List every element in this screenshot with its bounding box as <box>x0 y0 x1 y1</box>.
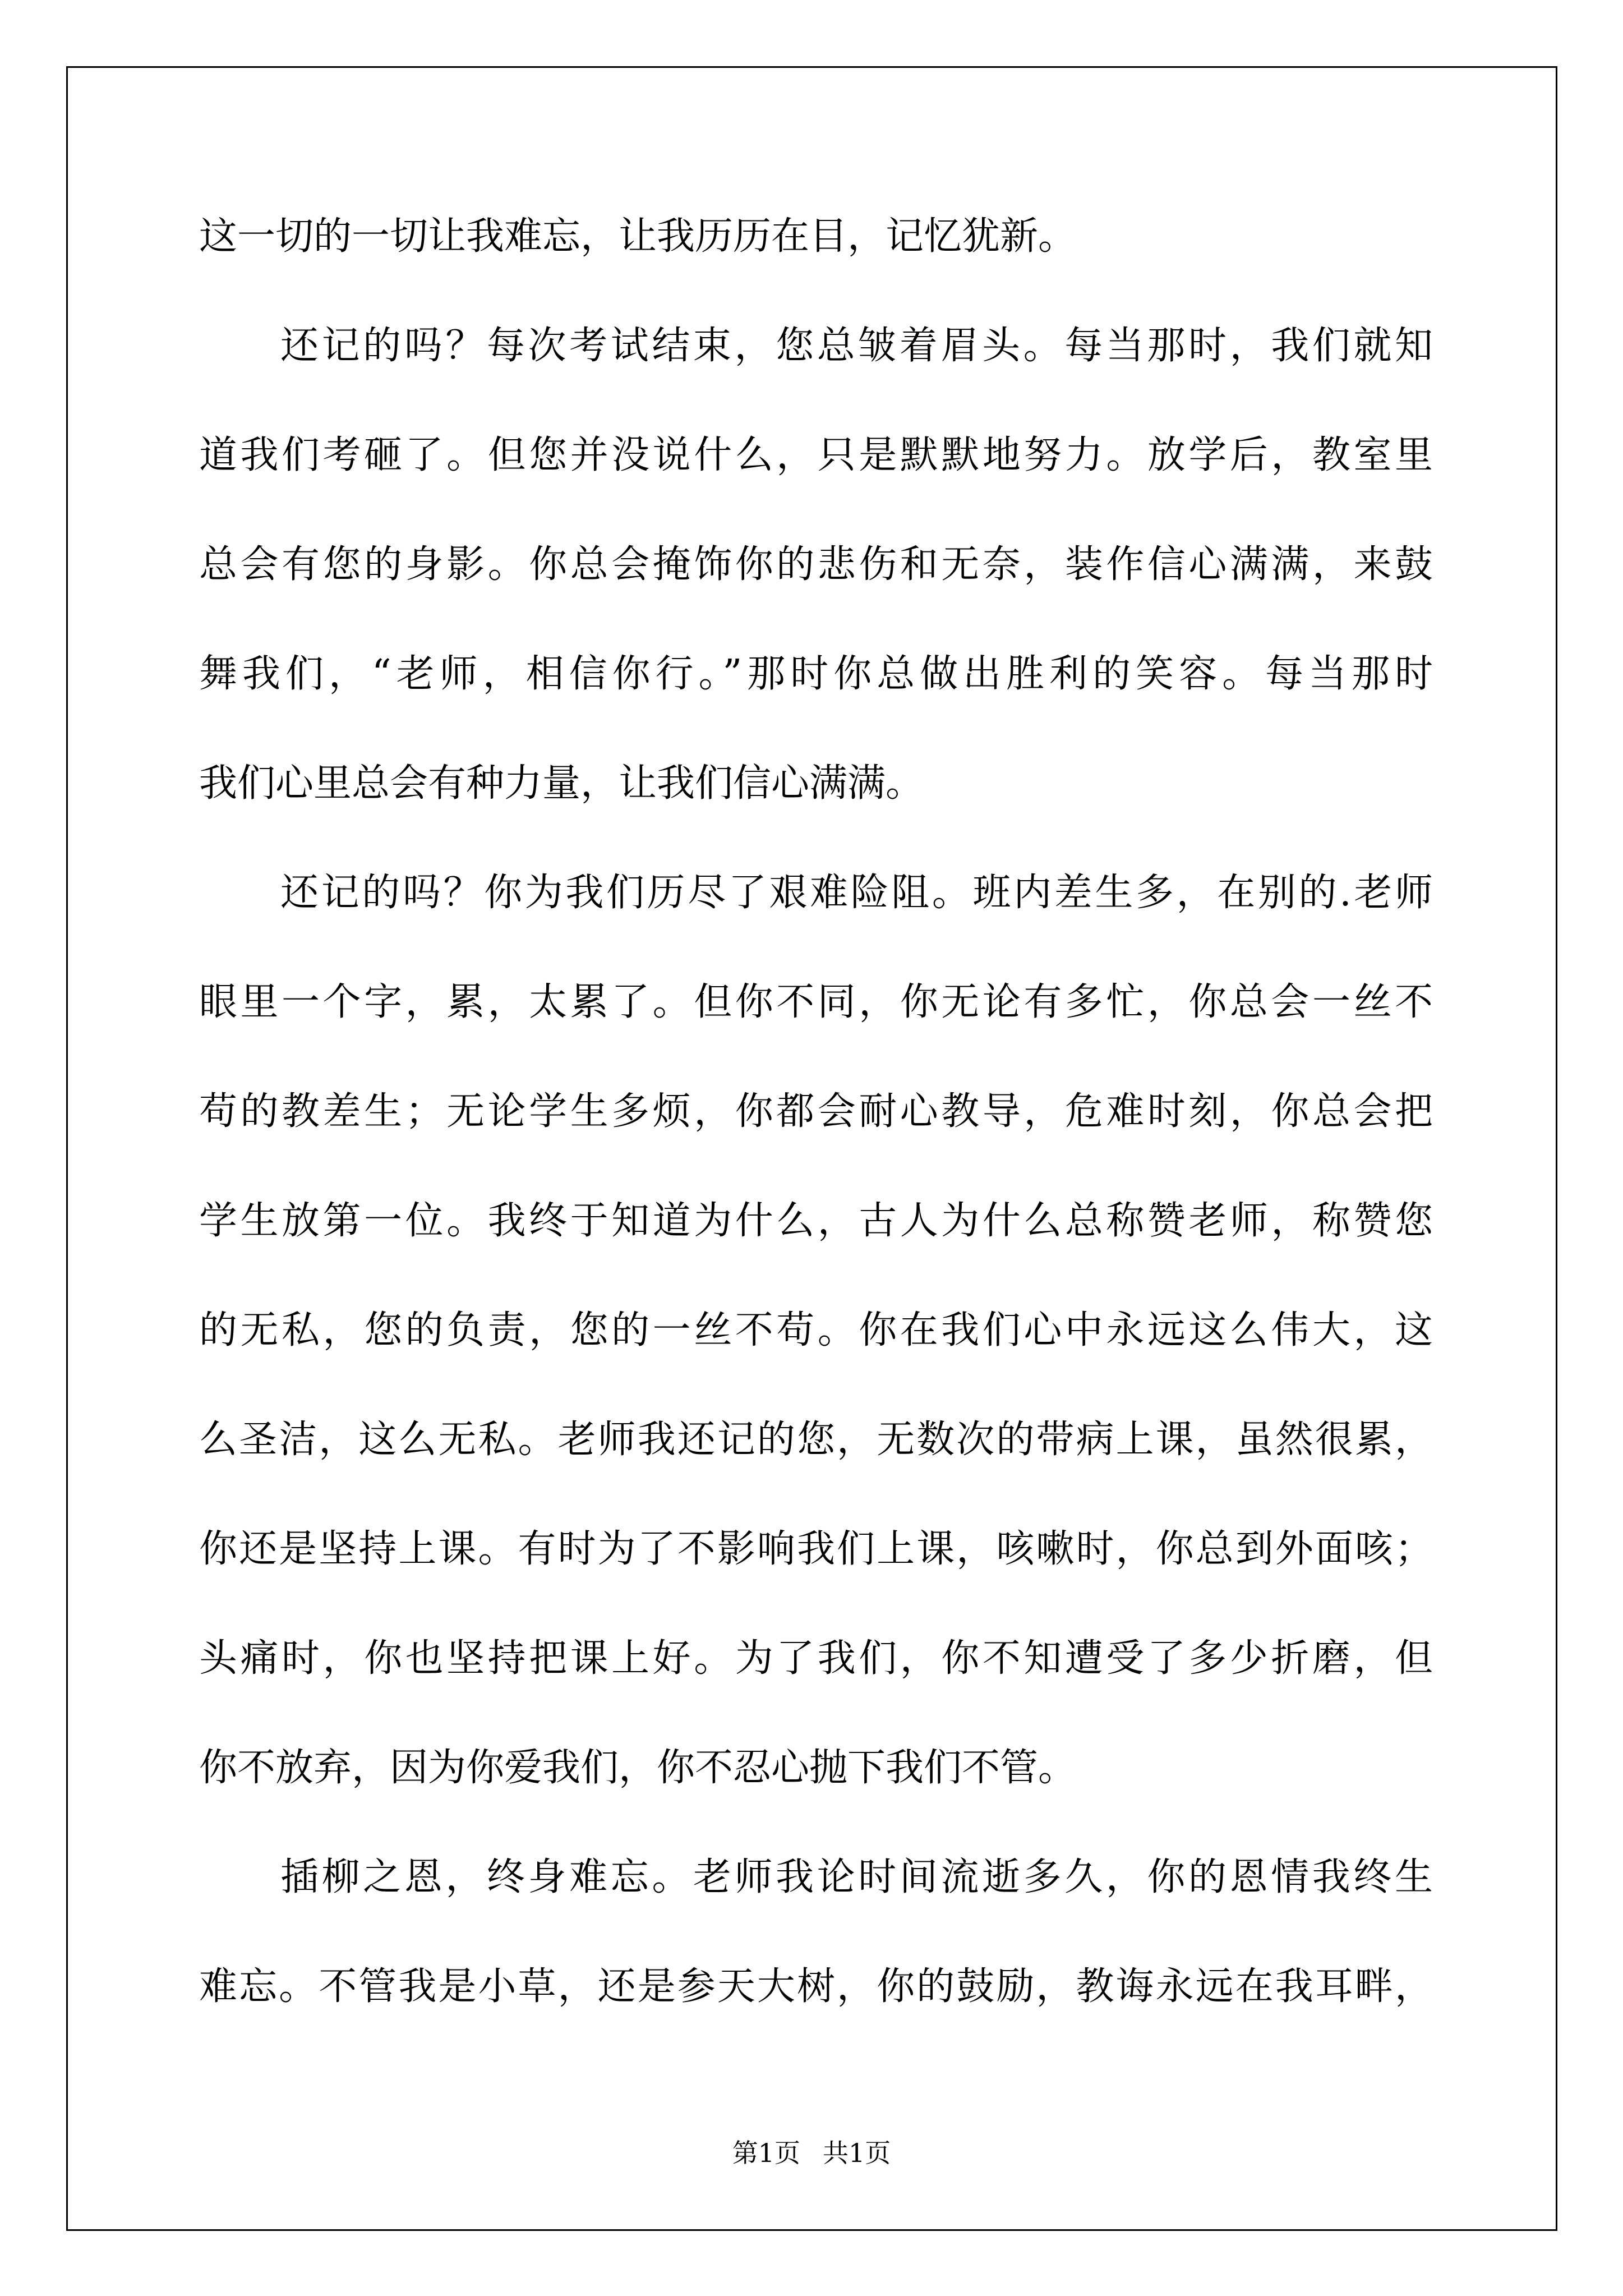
text-line: 还记的吗？每次考试结束，您总皱着眉头。每当那时，我们就知 <box>280 324 1433 368</box>
text-line: 的无私，您的负责，您的一丝不苟。你在我们心中永远这么伟大，这 <box>199 1308 1433 1352</box>
text-line: 头痛时，你也坚持把课上好。为了我们，你不知遭受了多少折磨，但 <box>199 1636 1433 1681</box>
text-line: 我们心里总会有种力量，让我们信心满满。 <box>199 761 924 806</box>
text-line: 难忘。不管我是小草，还是参天大树，你的鼓励，教诲永远在我耳畔， <box>199 1964 1433 2009</box>
text-line: 苟的教差生；无论学生多烦，你都会耐心教导，危难时刻，你总会把 <box>199 1089 1433 1134</box>
text-line: 学生放第一位。我终于知道为什么，古人为什么总称赞老师，称赞您 <box>199 1199 1433 1243</box>
text-line: 么圣洁，这么无私。老师我还记的您，无数次的带病上课，虽然很累， <box>199 1418 1433 1462</box>
text-line: 道我们考砸了。但您并没说什么，只是默默地努力。放学后，教室里 <box>199 433 1433 477</box>
text-line: 这一切的一切让我难忘，让我历历在目，记忆犹新。 <box>199 214 1077 259</box>
text-line: 眼里一个字，累，太累了。但你不同，你无论有多忙，你总会一丝不 <box>199 980 1433 1024</box>
page-border <box>66 66 1557 2231</box>
text-line: 总会有您的身影。你总会掩饰你的悲伤和无奈，装作信心满满，来鼓 <box>199 542 1433 587</box>
text-line: 你不放弃，因为你爱我们，你不忍心抛下我们不管。 <box>199 1746 1077 1790</box>
page-footer <box>0 2137 1623 2169</box>
text-line: 插柳之恩，终身难忘。老师我论时间流逝多久，你的恩情我终生 <box>280 1855 1433 1899</box>
page-total: 共1页 <box>823 2138 891 2168</box>
page-number: 第1页 <box>732 2138 800 2168</box>
text-line: 舞我们，“老师，相信你行。”那时你总做出胜利的笑容。每当那时 <box>199 652 1433 696</box>
text-line: 你还是坚持上课。有时为了不影响我们上课，咳嗽时，你总到外面咳； <box>199 1527 1433 1571</box>
text-line: 还记的吗？你为我们历尽了艰难险阻。班内差生多，在别的.老师 <box>280 871 1433 915</box>
